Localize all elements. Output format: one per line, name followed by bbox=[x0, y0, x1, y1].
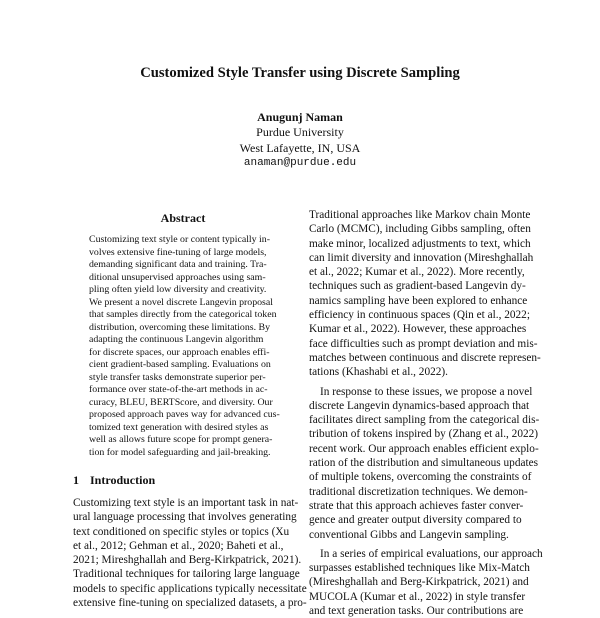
text-line: matches between continuous and discrete represen- bbox=[309, 351, 541, 364]
text-line: discrete Langevin dynamics-based approach that bbox=[309, 399, 530, 412]
right-column bbox=[309, 208, 543, 618]
abstract-line: ditional unsupervised approaches using sam- bbox=[89, 271, 266, 283]
abstract-body bbox=[89, 234, 279, 459]
right-paragraph-3 bbox=[309, 547, 543, 618]
text-line: Kumar et al., 2022). However, these approaches bbox=[309, 323, 527, 336]
introduction-paragraph bbox=[73, 496, 307, 610]
abstract-line: that samples directly from the categorical token bbox=[89, 309, 277, 320]
text-line: MUCOLA (Kumar et al., 2022) in style transfer bbox=[309, 590, 526, 603]
abstract-heading: Abstract bbox=[160, 211, 206, 225]
abstract-line: well as allows future scope for prompt genera- bbox=[89, 434, 273, 445]
author-email: anaman@purdue.edu bbox=[243, 157, 357, 170]
abstract-line: style transfer tasks demonstrate superior per- bbox=[89, 371, 266, 383]
text-line: 2021; Mireshghallah and Berg-Kirkpatrick, 2021). bbox=[73, 554, 302, 567]
text-line: Traditional techniques for tailoring large language bbox=[73, 568, 300, 581]
abstract-line: curacy, BLEU, BERTScore, and diversity. Our bbox=[89, 396, 273, 408]
abstract-line: adapting the continuous Langevin algorithm bbox=[89, 334, 264, 345]
text-line: extensive fine-tuning on specialized datasets, a pro- bbox=[73, 597, 307, 610]
text-line: ration of the distribution and simultaneous updates bbox=[309, 457, 539, 470]
text-line: can limit diversity and innovation (Mireshghallah bbox=[309, 251, 534, 264]
text-line: facilitates direct sampling from the categorical dis- bbox=[309, 414, 540, 427]
text-line: of multiple tokens, overcoming the constraints of bbox=[309, 471, 532, 484]
text-line: traditional discretization techniques. We demon- bbox=[309, 485, 528, 498]
text-line: make minor, localized adjustments to text, which bbox=[309, 237, 531, 250]
abstract-line: proposed approach paves way for advanced cus- bbox=[89, 409, 280, 420]
abstract-line: We present a novel discrete Langevin proposal bbox=[89, 296, 273, 308]
author-affiliation: Purdue University bbox=[256, 125, 344, 140]
abstract-line: for discrete spaces, our approach enables effi- bbox=[89, 346, 270, 358]
text-line: (Mireshghallah and Berg-Kirkpatrick, 2021) and bbox=[309, 576, 529, 589]
text-line: et al., 2022; Kumar et al., 2022). More recently, bbox=[309, 266, 525, 279]
text-line: gence and greater output diversity compared to bbox=[309, 514, 522, 527]
left-column bbox=[73, 208, 307, 610]
text-line: and text generation tasks. Our contributions are bbox=[309, 605, 524, 618]
text-line: techniques such as gradient-based Langevin dy- bbox=[309, 280, 526, 293]
text-line: surpasses established techniques like Mix-Match bbox=[309, 562, 530, 575]
abstract-line: tomized text generation with desired styles as bbox=[89, 421, 269, 433]
text-line: text conditioned on specific styles or topics (Xu bbox=[73, 525, 290, 538]
section-number: 1 bbox=[73, 473, 79, 487]
text-line: face difficulties such as prompt deviation and mis- bbox=[309, 337, 538, 350]
text-line: namics sampling have been explored to enhance bbox=[309, 294, 528, 307]
paper-title: Customized Style Transfer using Discrete Sampling bbox=[140, 65, 460, 81]
abstract-line: cient gradient-based sampling. Evaluations on bbox=[89, 359, 271, 370]
text-line: strate that this approach achieves faster conver- bbox=[309, 499, 524, 512]
text-line: models to specific applications typically necessitate bbox=[73, 582, 307, 595]
text-line: et al., 2012; Gehman et al., 2020; Baheti et al., bbox=[73, 539, 284, 552]
abstract-line: pling often yield low diversity and creativity. bbox=[89, 284, 267, 295]
text-line: ural language processing that involves generating bbox=[73, 511, 297, 524]
text-line: Customizing text style is an important task in nat- bbox=[73, 497, 299, 509]
text-line: In a series of empirical evaluations, our approach bbox=[320, 547, 543, 560]
section-title: Introduction bbox=[90, 473, 156, 487]
text-line: conventional Gibbs and Langevin sampling. bbox=[309, 528, 509, 541]
abstract-line: formance over state-of-the-art methods in ac- bbox=[89, 384, 268, 395]
text-line: tribution of tokens inspired by (Zhang et al., 2022) bbox=[309, 428, 539, 441]
abstract-line: Customizing text style or content typically in- bbox=[89, 234, 270, 245]
abstract-line: tion for model safeguarding and jail-breaking. bbox=[89, 446, 271, 458]
right-paragraph-2 bbox=[309, 385, 540, 542]
text-line: recent work. Our approach enables efficient explo- bbox=[309, 442, 539, 455]
author-name: Anugunj Naman bbox=[257, 110, 343, 124]
right-paragraph-1 bbox=[309, 208, 541, 380]
text-line: Traditional approaches like Markov chain Monte bbox=[309, 209, 531, 221]
text-line: efficiency in continuous spaces (Qin et al., 2022; bbox=[309, 309, 530, 322]
text-line: tations (Khashabi et al., 2022). bbox=[309, 366, 448, 379]
abstract-line: demanding significant data and training. Tra- bbox=[89, 259, 267, 270]
author-location: West Lafayette, IN, USA bbox=[239, 140, 361, 155]
abstract-line: distribution, overcoming these limitations. By bbox=[89, 321, 270, 333]
text-line: In response to these issues, we propose a novel bbox=[320, 385, 533, 398]
text-line: Carlo (MCMC), including Gibbs sampling, often bbox=[309, 223, 531, 236]
section-heading-introduction bbox=[73, 473, 293, 488]
author-block bbox=[0, 110, 600, 172]
abstract-line: volves extensive fine-tuning of large models, bbox=[89, 246, 267, 258]
